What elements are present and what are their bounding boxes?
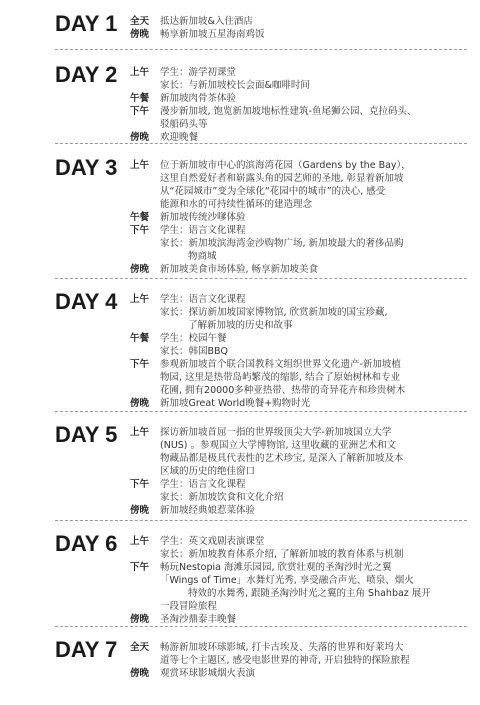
dashed-divider (55, 520, 467, 521)
activity-text: 家长：新加坡滨海湾金沙购物广场, 新加坡最大的奢侈品购 (160, 238, 404, 249)
time-slot-label: 傍晚 (130, 668, 150, 679)
activity-text: 新加坡传统沙嗲体验 (160, 212, 246, 223)
schedule-entry (130, 15, 465, 28)
activity-text: 学生：校园午餐 (160, 333, 227, 344)
schedule-entry (130, 105, 465, 131)
time-slot-label: 傍晚 (130, 398, 150, 409)
time-slot-label: 下午 (130, 479, 150, 490)
schedule-entry (130, 667, 465, 680)
schedule-entry (130, 66, 465, 92)
schedule-entry (130, 478, 465, 504)
activity-text: 家长：新加坡教育体系介绍, 了解新加坡的教育体系与机制 (160, 549, 404, 560)
activity-text: 学生：游学初课堂 (160, 67, 237, 78)
day-label: DAY 7 (55, 637, 118, 662)
activity-text: 观赏环球影城烟火表演 (160, 668, 256, 679)
day-schedule (130, 641, 465, 680)
activity-text: 花圃, 拥有20000多种亚热带、热带的奇异花卉和珍贵树木 (160, 385, 406, 396)
day-label: DAY 6 (55, 531, 118, 556)
activity-text: 学生：语言文化课程 (160, 294, 246, 305)
time-slot-label: 下午 (130, 562, 150, 573)
time-slot-label: 上午 (130, 67, 150, 78)
day-schedule (130, 66, 465, 144)
activity-text: 家长：韩国BBQ (160, 346, 229, 357)
time-slot-label: 上午 (130, 294, 150, 305)
activity-text: 区域的历史的绝佳窗口 (160, 466, 256, 477)
day-schedule (130, 15, 465, 41)
activity-text: 这里自然爱好者和崭露头角的园艺师的圣地, 彰显着新加坡 (160, 173, 404, 184)
activity-text: 学生：语言文化课程 (160, 479, 246, 490)
schedule-entry (130, 535, 465, 561)
dashed-divider (55, 626, 467, 627)
day-label: DAY 5 (55, 422, 118, 447)
schedule-entry (130, 358, 465, 397)
time-slot-label: 傍晚 (130, 29, 150, 40)
activity-text: 一段冒险旅程 (160, 601, 218, 612)
time-slot-label: 傍晚 (130, 264, 150, 275)
dashed-divider (55, 143, 467, 144)
day-label: DAY 1 (55, 11, 118, 36)
schedule-entry (130, 504, 465, 517)
time-slot-label: 上午 (130, 536, 150, 547)
time-slot-label: 傍晚 (130, 505, 150, 516)
time-slot-label: 上午 (130, 427, 150, 438)
time-slot-label: 全天 (130, 642, 150, 653)
schedule-entry (130, 211, 465, 224)
time-slot-label: 午餐 (130, 212, 150, 223)
day-schedule (130, 426, 465, 517)
activity-text: 欢迎晚餐 (160, 132, 199, 143)
schedule-entry (130, 28, 465, 41)
activity-text: 新加坡肉骨茶体验 (160, 93, 237, 104)
schedule-entry (130, 224, 465, 263)
time-slot-label: 傍晚 (130, 132, 150, 143)
activity-text: 特效的水舞秀, 跟随圣淘沙时光之翼的主角 Shahbaz 展开 (188, 588, 431, 599)
dashed-divider (55, 49, 467, 50)
activity-text: 道等七个主题区, 感受电影世界的神奇, 开启独特的探险旅程 (160, 655, 410, 666)
activity-text: 物商城 (188, 251, 217, 262)
time-slot-label: 上午 (130, 160, 150, 171)
activity-text: 了解新加坡的历史和故事 (188, 320, 293, 331)
activity-text: 畅游新加坡环球影城, 打卡古埃及、失落的世界和好莱坞大 (160, 642, 404, 653)
activity-text: 畅玩Nestopia 海滩乐园园, 欣赏壮观的圣淘沙时光之翼 (160, 562, 392, 573)
day-label: DAY 4 (55, 289, 118, 314)
day-schedule (130, 535, 465, 626)
activity-text: 家长：探访新加坡国家博物馆, 欣赏新加坡的国宝珍藏, (160, 307, 388, 318)
dashed-divider (55, 411, 467, 412)
activity-text: 位于新加坡市中心的滨海湾花园（Gardens by the Bay）， (160, 160, 411, 171)
time-slot-label: 午餐 (130, 93, 150, 104)
time-slot-label: 下午 (130, 106, 150, 117)
activity-text: 新加坡经典娘惹菜体验 (160, 505, 256, 516)
day-label: DAY 3 (55, 155, 118, 180)
activity-text: 漫步新加坡, 饱览新加坡地标性建筑-鱼尾狮公园、克拉码头、 (160, 106, 417, 117)
time-slot-label: 下午 (130, 359, 150, 370)
schedule-entry (130, 641, 465, 667)
dashed-divider (55, 278, 467, 279)
time-slot-label: 下午 (130, 225, 150, 236)
activity-text: 学生：英文戏剧表演课堂 (160, 536, 265, 547)
time-slot-label: 午餐 (130, 333, 150, 344)
schedule-entry (130, 92, 465, 105)
day-schedule (130, 293, 465, 410)
schedule-entry (130, 263, 465, 276)
time-slot-label: 傍晚 (130, 614, 150, 625)
activity-text: 新加坡美食市场体验, 畅享新加坡美食 (160, 264, 319, 275)
activity-text: 家长：新加坡饮食和文化介绍 (160, 492, 284, 503)
day-label: DAY 2 (55, 62, 118, 87)
schedule-entry (130, 397, 465, 410)
activity-text: 畅享新加坡五星海南鸡饭 (160, 29, 265, 40)
activity-text: 从“花园城市”变为全球化“花园中的城市”的决心, 感受 (160, 186, 386, 197)
schedule-entry (130, 293, 465, 332)
activity-text: 参观新加坡首个联合国教科文组织世界文化遗产-新加坡植 (160, 359, 401, 370)
activity-text: 探访新加坡首屈一指的世界级顶尖大学-新加坡国立大学 (160, 427, 392, 438)
activity-text: 抵达新加坡&入住酒店 (160, 16, 253, 27)
day-schedule (130, 159, 465, 276)
schedule-entry (130, 426, 465, 478)
schedule-entry (130, 613, 465, 626)
activity-text: 新加坡Great World晚餐+购物时光 (160, 398, 311, 409)
activity-text: 家长：与新加坡校长会面&咖啡时间 (160, 80, 310, 91)
activity-text: 「Wings of Time」水舞灯光秀, 享受融合声光、喷泉、烟火 (160, 575, 414, 586)
activity-text: 物园, 这里是热带岛屿繁茂的缩影, 结合了原始树林和专业 (160, 372, 401, 383)
schedule-entry (130, 332, 465, 358)
activity-text: 物藏品都是极具代表性的艺术珍宝, 是深入了解新加坡及本 (160, 453, 404, 464)
activity-text: 能源和水的可持续性循环的建造理念 (160, 199, 313, 210)
activity-text: 圣淘沙鼎泰丰晚餐 (160, 614, 237, 625)
schedule-entry (130, 561, 465, 613)
activity-text: 学生：语言文化课程 (160, 225, 246, 236)
activity-text: (NUS) 。参观国立大学博物馆, 这里收藏的亚洲艺术和文 (160, 440, 397, 451)
activity-text: 驳船码头等 (160, 119, 208, 130)
schedule-entry (130, 159, 465, 211)
time-slot-label: 全天 (130, 16, 150, 27)
